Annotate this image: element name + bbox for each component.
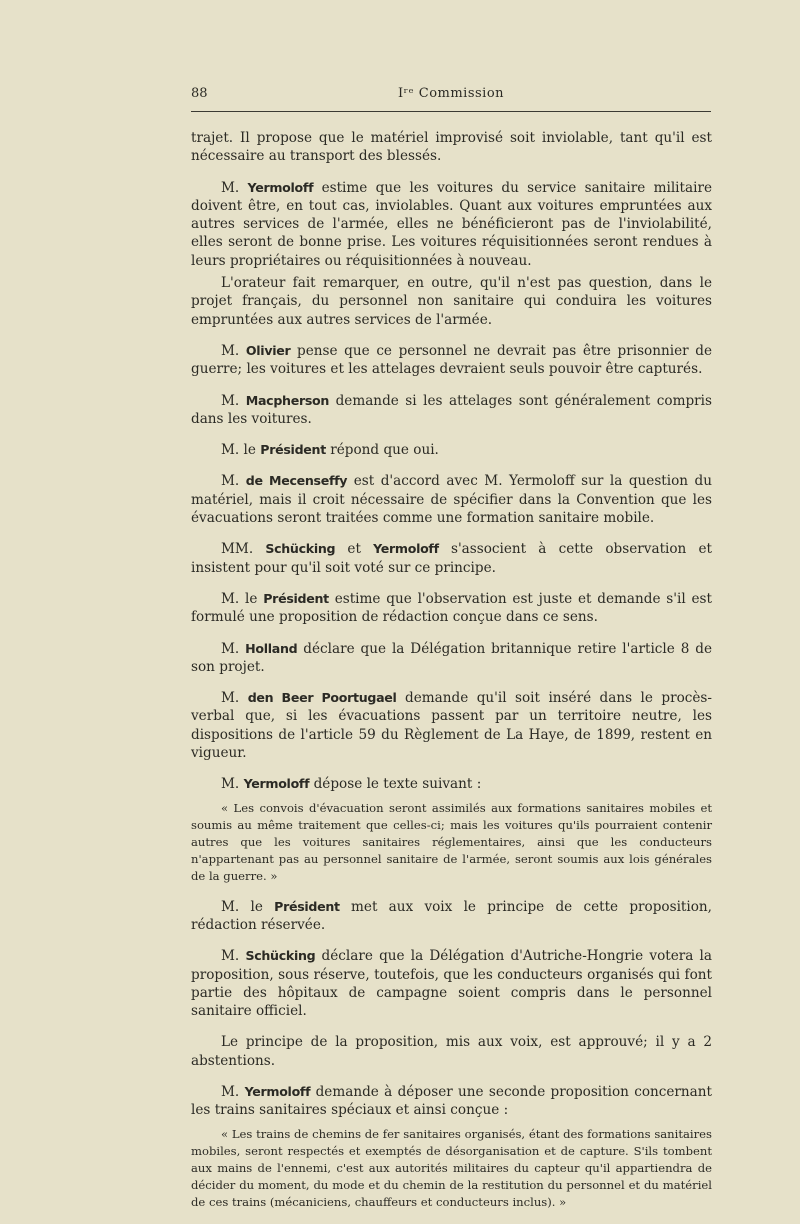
- paragraph: Le principe de la proposition, mis aux voix, est approuvé; il y a 2 abstentions.: [191, 1034, 712, 1069]
- paragraph: L'orateur fait remarquer, en outre, qu'il n'est pas question, dans le projet français, du personnel non sanitaire qui conduira les voitures empruntées aux autres services de l'armée.: [191, 275, 712, 328]
- paragraph: M. Schücking déclare que la Délégation d'Autriche-Hongrie votera la proposition, sous réserve, toutefois, que les conducteurs organisés qui font partie des hôpitaux de campagne soient compris dans le personnel sanitaire officiel.: [191, 948, 712, 1020]
- speaker-name: Macpherson: [245, 392, 330, 408]
- speaker-name: Holland: [245, 640, 298, 656]
- paragraph: M. de Mecenseffy est d'accord avec M. Yermoloff sur la question du matériel, mais il croit nécessaire de spécifier dans la Convention que les évacuations seront traitées comme une formation sanitaire mobile.: [191, 473, 713, 527]
- quoted-proposal: « Les convois d'évacuation seront assimilés aux formations sanitaires mobiles et soumis au même traitement que celles-ci; mais les voitures qu'ils pourraient contenir autres que les voitures sanitaires réglementaires, ainsi que les conducteurs n'appartenant pas au personnel sanitaire de l'armée, seront soumis aux lois générales de la guerre. »: [191, 800, 712, 883]
- paragraph: M. den Beer Poortugael demande qu'il soit inséré dans le procès-verbal que, si les évacuations passent par un territoire neutre, les dispositions de l'article 59 du Règlement de La Haye, de 1899, restent en vigueur.: [191, 690, 713, 762]
- speaker-name: Président: [274, 898, 340, 914]
- speaker-name: Schücking: [265, 541, 336, 557]
- quoted-proposal: « Les trains de chemins de fer sanitaires organisés, étant des formations sanitaires mobiles, seront respectés et exemptés de désorganisation et de capture. S'ils tombent aux mains de l'ennemi, c'est aux autorités militaires du capteur qu'il appartiendra de décider du moment, du mode et du chemin de la restitution du personnel et du matériel de ces trains (mécaniciens, chauffeurs et conducteurs inclus). »: [191, 1126, 712, 1209]
- paragraph: M. Yermoloff estime que les voitures du service sanitaire militaire doivent être, en tout cas, inviolables. Quant aux voitures empruntées aux autres services de l'armée, elles ne bénéficieront pas de l'inviolabilité, elles seront de bonne prise. Les voitures réquisitionnées seront rendues à leurs propriétaires ou réquisitionnées à nouveau.: [191, 179, 712, 269]
- speaker-name: Olivier: [245, 342, 291, 358]
- paragraph: M. Yermoloff demande à déposer une seconde proposition concernant les trains sanitaires spéciaux et ainsi conçue :: [191, 1083, 713, 1119]
- speaker-name: Yermoloff: [244, 1083, 311, 1099]
- paragraph: M. Holland déclare que la Délégation britannique retire l'article 8 de son projet.: [191, 640, 713, 675]
- speaker-name: Yermoloff: [243, 776, 310, 792]
- paragraph: M. Yermoloff dépose le texte suivant :: [221, 776, 482, 793]
- paragraph: M. le Président estime que l'observation est juste et demande s'il est formulé une proposition de rédaction conçue dans ce sens.: [191, 590, 712, 626]
- speaker-name: Président: [263, 590, 329, 606]
- speaker-name: Yermoloff: [247, 179, 314, 195]
- paragraph: M. Macpherson demande si les attelages sont généralement compris dans les voitures.: [191, 392, 712, 427]
- running-header: [191, 86, 711, 108]
- speaker-name: Schücking: [245, 948, 316, 964]
- paragraph: MM. Schücking et Yermoloff s'associent à cette observation et insistent pour qu'il soit voté sur ce principe.: [191, 541, 712, 576]
- paragraph: M. Olivier pense que ce personnel ne devrait pas être prisonnier de guerre; les voitures et les attelages devraient seuls pouvoir être capturés.: [191, 342, 713, 378]
- speaker-name: den Beer Poortugael: [247, 690, 397, 706]
- paragraph: M. le Président met aux voix le principe de cette proposition, rédaction réservée.: [191, 898, 713, 933]
- speaker-name: de Mecenseffy: [245, 473, 348, 489]
- paragraph: M. le Président répond que oui.: [221, 442, 439, 459]
- speaker-name: Yermoloff: [373, 541, 439, 557]
- paragraph: trajet. Il propose que le matériel improvisé soit inviolable, tant qu'il est nécessaire au transport des blessés.: [191, 130, 712, 165]
- body-text: [191, 129, 712, 1224]
- speaker-name: Président: [260, 442, 326, 458]
- header-rule: [191, 111, 711, 112]
- page-number: 88: [191, 86, 208, 101]
- running-title: Iʳᵉ Commission: [397, 86, 505, 101]
